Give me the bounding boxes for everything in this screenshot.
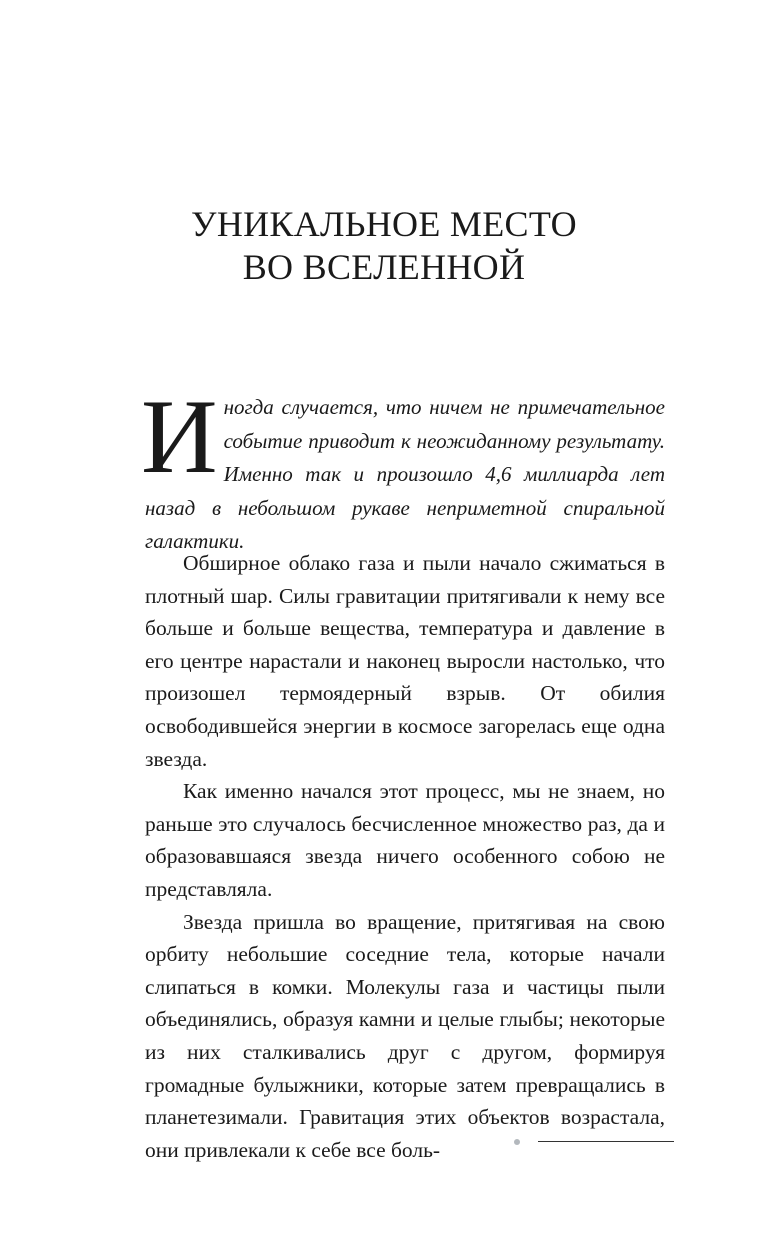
chapter-title-line-1: УНИКАЛЬНОЕ МЕСТО [191,204,577,244]
body-paragraph-3: Звезда пришла во вращение, притягивая на свою орбиту небольшие соседние тела, которые начали слипаться в комки. Молекулы газа и частицы пыли объединялись, образуя камни и целые глыбы; некоторые из них сталкивались друг с другом, формируя громадные булыжники, которые затем превращались в планетезимали. Гравитация этих объектов возрастала, они привлекали к себе все боль- [145,909,665,1162]
chapter-title-line-2: ВО ВСЕЛЕННОЙ [242,247,526,287]
body-paragraph-2: Как именно начался этот процесс, мы не знаем, но раньше это случалось бесчисленное множество раз, да и образовавшаяся звезда ничего особенного собою не представляла. [145,779,665,901]
footer-rule [538,1141,674,1142]
footer-dot-ornament [514,1139,520,1145]
intro-paragraph [141,378,665,559]
intro-text: ногда случается, что ничем не примечательное событие приводит к неожиданному результату. Именно так и произошло 4,6 миллиарда лет назад в небольшом рукаве неприметной спиральной галактики. [145,395,665,553]
drop-cap: И [141,378,218,495]
chapter-title [0,203,768,289]
body-paragraph-1: Обширное облако газа и пыли начало сжиматься в плотный шар. Силы гравитации притягивали к нему все больше и больше вещества, температура и давление в его центре нарастали и наконец выросли настолько, что произошел термоядерный взрыв. От обилия освободившейся энергии в космосе загорелась еще одна звезда. [145,551,665,771]
body-text [145,547,665,1166]
